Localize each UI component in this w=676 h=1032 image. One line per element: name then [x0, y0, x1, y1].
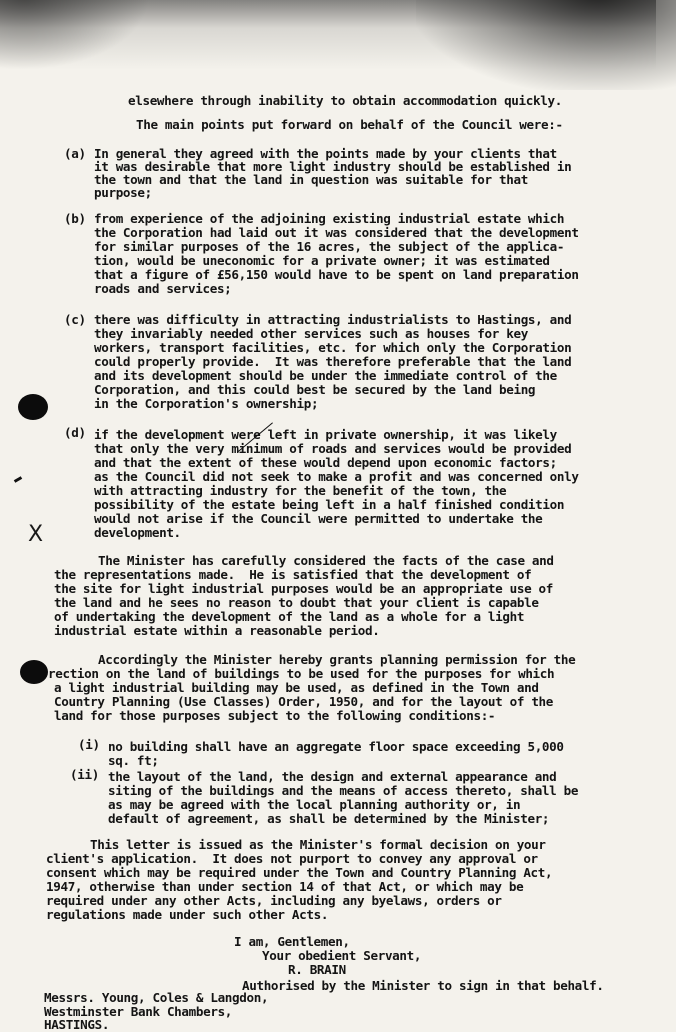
point-d-marker: (d) — [64, 425, 86, 440]
grant-line: rection on the land of buildings to be used for the purposes for which — [48, 666, 555, 681]
point-c-line: they invariably needed other services such as houses for key — [94, 326, 528, 341]
point-a-line: In general they agreed with the points made by your clients that — [94, 146, 557, 161]
grant-line: Country Planning (Use Classes) Order, 1950, and for the layout of the — [54, 694, 554, 709]
condition-i-line: sq. ft; — [108, 753, 159, 768]
addressee-line: Messrs. Young, Coles & Langdon, — [44, 990, 269, 1005]
point-b-line: tion, would be uneconomic for a private owner; it was estimated — [94, 253, 550, 268]
formal-decision-line: This letter is issued as the Minister's formal decision on your — [90, 837, 546, 852]
ink-speck — [14, 476, 22, 483]
point-b-line: roads and services; — [94, 281, 232, 296]
condition-ii-line: the layout of the land, the design and external appearance and — [108, 769, 557, 784]
point-c-line: and its development should be under the immediate control of the — [94, 368, 557, 383]
point-d-line: that only the very minimum of roads and services would be provided — [94, 441, 572, 456]
point-c-marker: (c) — [64, 312, 86, 327]
point-b-line: from experience of the adjoining existing industrial estate which — [94, 211, 565, 226]
condition-ii-line: as may be agreed with the local planning authority or, in — [108, 797, 521, 812]
formal-decision-line: 1947, otherwise than under section 14 of that Act, or which may be — [46, 879, 524, 894]
margin-x-mark: X — [28, 522, 44, 547]
point-a-line: purpose; — [94, 185, 152, 200]
addressee-line: Westminster Bank Chambers, — [44, 1004, 233, 1019]
point-a-line: it was desirable that more light industry should be established in — [94, 159, 572, 174]
point-d-line: and that the extent of these would depend upon economic factors; — [94, 455, 557, 470]
point-c-line: there was difficulty in attracting industrialists to Hastings, and — [94, 312, 572, 327]
formal-decision-line: client's application. It does not purport to convey any approval or — [46, 851, 538, 866]
intro-line: The main points put forward on behalf of the Council were:- — [136, 117, 563, 132]
point-d-line: as the Council did not seek to make a profit and was concerned only — [94, 469, 579, 484]
point-b-line: the Corporation had laid out it was considered that the development — [94, 225, 579, 240]
punch-hole-blot — [18, 394, 48, 420]
opening-line: elsewhere through inability to obtain accommodation quickly. — [128, 93, 562, 108]
condition-i-marker: (i) — [78, 737, 100, 752]
consideration-line: The Minister has carefully considered the facts of the case and — [98, 553, 554, 568]
closing-valediction: Your obedient Servant, — [262, 948, 422, 963]
consideration-line: industrial estate within a reasonable period. — [54, 623, 380, 638]
point-a-line: the town and that the land in question was suitable for that — [94, 172, 528, 187]
consideration-line: of undertaking the development of the land as a whole for a light — [54, 609, 525, 624]
condition-i-line: no building shall have an aggregate floor space exceeding 5,000 — [108, 739, 564, 754]
point-d-line: with attracting industry for the benefit of the town, the — [94, 483, 507, 498]
formal-decision-line: required under any other Acts, including any byelaws, orders or — [46, 893, 502, 908]
closing-salutation: I am, Gentlemen, — [234, 934, 350, 949]
point-d-line: would not arise if the Council were permitted to undertake the — [94, 511, 543, 526]
grant-line: a light industrial building may be used, as defined in the Town and — [54, 680, 539, 695]
formal-decision-line: consent which may be required under the Town and Country Planning Act, — [46, 865, 553, 880]
point-b-marker: (b) — [64, 211, 86, 226]
scan-shadow-top-left — [0, 0, 150, 70]
signatory-name: R. BRAIN — [288, 962, 346, 977]
point-c-line: in the Corporation's ownership; — [94, 396, 319, 411]
grant-line: Accordingly the Minister hereby grants planning permission for the — [98, 652, 576, 667]
point-d-line: development. — [94, 525, 181, 540]
point-d-line: possibility of the estate being left in a half finished condition — [94, 497, 565, 512]
point-b-line: for similar purposes of the 16 acres, the subject of the applica- — [94, 239, 565, 254]
addressee-line: HASTINGS. — [44, 1017, 110, 1032]
point-a-marker: (a) — [64, 146, 86, 161]
signatory-authority: Authorised by the Minister to sign in that behalf. — [242, 978, 604, 993]
condition-ii-line: default of agreement, as shall be determined by the Minister; — [108, 811, 550, 826]
scan-shadow-top-right — [416, 0, 676, 90]
condition-ii-marker: (ii) — [70, 767, 99, 782]
grant-line: land for those purposes subject to the following conditions:- — [54, 708, 496, 723]
formal-decision-line: regulations made under such other Acts. — [46, 907, 329, 922]
consideration-line: the representations made. He is satisfied that the development of — [54, 567, 532, 582]
condition-ii-line: siting of the buildings and the means of access thereto, shall be — [108, 783, 579, 798]
consideration-line: the land and he sees no reason to doubt that your client is capable — [54, 595, 539, 610]
punch-hole-blot — [20, 660, 48, 684]
point-c-line: could properly provide. It was therefore preferable that the land — [94, 354, 572, 369]
point-b-line: that a figure of £56,150 would have to be spent on land preparation — [94, 267, 579, 282]
point-c-line: Corporation, and this could best be secured by the land being — [94, 382, 536, 397]
point-d-line: if the development were left in private ownership, it was likely — [94, 427, 557, 442]
point-c-line: workers, transport facilities, etc. for which only the Corporation — [94, 340, 572, 355]
consideration-line: the site for light industrial purposes would be an appropriate use of — [54, 581, 554, 596]
